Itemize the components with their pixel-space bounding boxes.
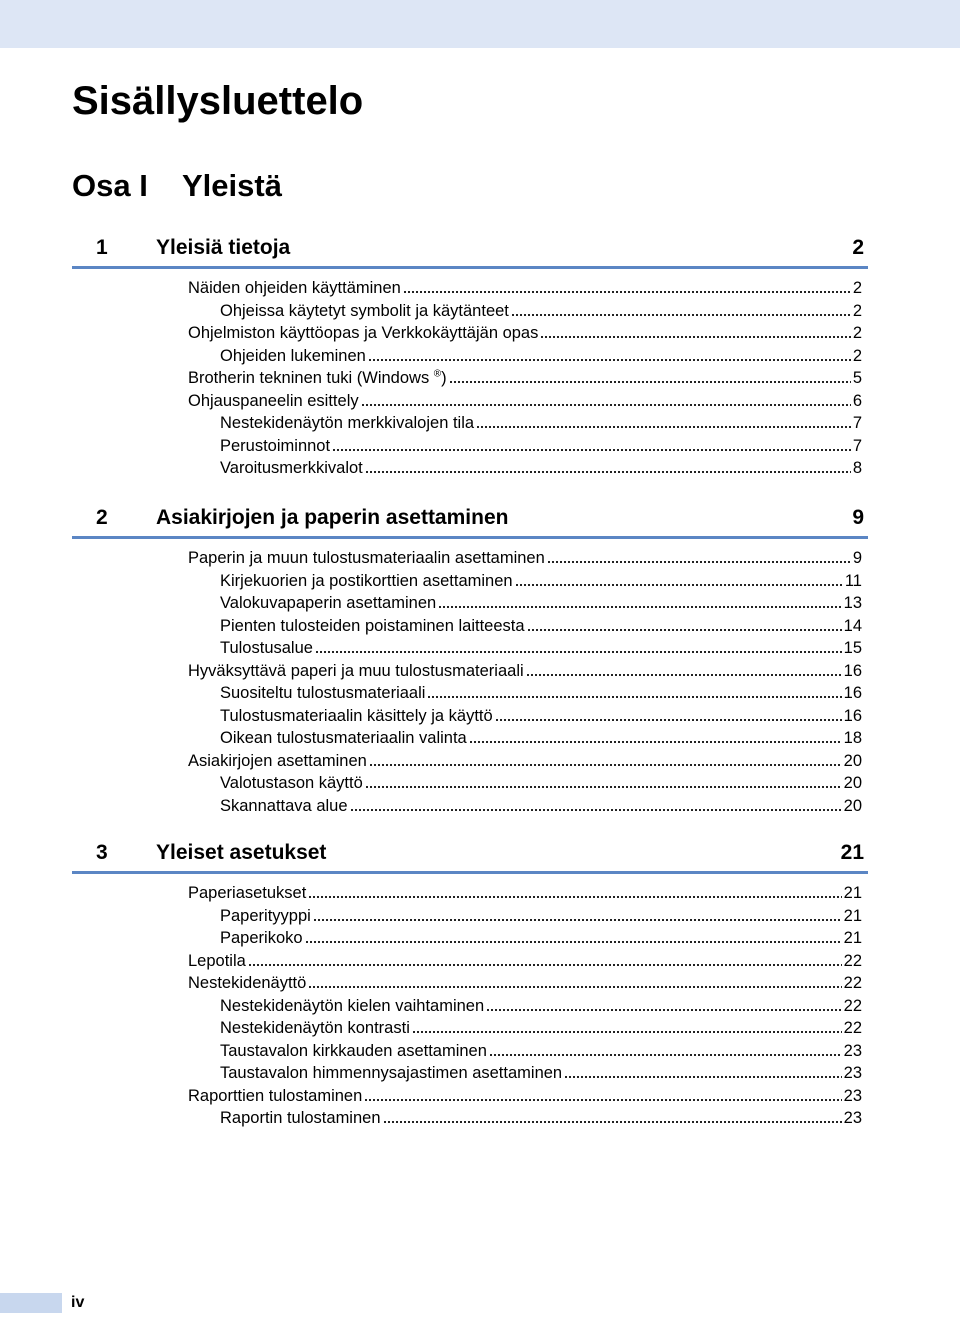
toc-entry[interactable] (188, 547, 862, 569)
dot-leader (365, 470, 851, 474)
dot-leader (547, 560, 851, 564)
toc-entry-page: 22 (843, 1019, 862, 1037)
toc-entry-page: 20 (843, 796, 862, 815)
toc-entry[interactable] (188, 972, 862, 994)
toc-entry-page: 23 (843, 1109, 862, 1127)
toc-entry-page: 13 (843, 594, 862, 612)
toc-entry[interactable] (220, 1040, 862, 1062)
chapter-heading[interactable] (72, 838, 868, 874)
toc-entry-page: 8 (852, 459, 862, 477)
toc-entry-label: Raporttien tulostaminen (188, 1086, 363, 1105)
toc-entry-label: Nestekidenäytön kontrasti (220, 1019, 410, 1037)
toc-entry-label: Paperityyppi (220, 906, 311, 925)
toc-entry[interactable] (220, 705, 862, 727)
dot-leader (486, 1008, 841, 1012)
part-title: Yleistä (182, 168, 282, 203)
toc-entry-label: Raportin tulostaminen (220, 1109, 381, 1127)
toc-entry[interactable] (220, 570, 862, 592)
toc-entry-page: 21 (843, 906, 862, 925)
toc-entry-label: Nestekidenäytön kielen vaihtaminen (220, 996, 485, 1015)
toc-entry[interactable] (188, 660, 862, 682)
toc-entry-page: 22 (843, 974, 862, 992)
toc-entry[interactable] (220, 300, 862, 322)
dot-leader (248, 963, 842, 967)
toc-entry[interactable] (220, 435, 862, 457)
dot-leader (412, 1030, 842, 1034)
chapter-page: 21 (840, 841, 864, 864)
toc-entry-label: Suositeltu tulostusmateriaali (220, 684, 426, 702)
toc-entry-page: 5 (852, 369, 862, 387)
dot-leader (313, 918, 842, 922)
toc-entry-page: 16 (843, 684, 862, 702)
registered-mark: ® (433, 368, 442, 380)
toc-entry[interactable] (220, 727, 862, 749)
toc-entry-page: 20 (843, 751, 862, 770)
chapter-title: Yleisiä tietoja (156, 236, 291, 259)
dot-leader (564, 1075, 842, 1079)
toc-entry-page: 23 (843, 1041, 862, 1060)
toc-entry-page: 15 (843, 639, 862, 657)
toc-entry-page: 16 (843, 706, 862, 725)
dot-leader (308, 985, 841, 989)
toc-entry-label: Lepotila (188, 951, 246, 970)
toc-entry[interactable] (220, 682, 862, 704)
toc-entry-page: 7 (852, 436, 862, 455)
toc-entry[interactable] (188, 950, 862, 972)
dot-leader (332, 448, 851, 452)
toc-entry[interactable] (220, 995, 862, 1017)
dot-leader (476, 425, 851, 429)
toc-entry-page: 21 (843, 884, 862, 902)
toc-entry-label: Tulostusmateriaalin käsittely ja käyttö (220, 706, 493, 725)
toc-entry-label: Paperikoko (220, 929, 303, 947)
toc-entry[interactable] (220, 615, 862, 637)
toc-entry[interactable] (220, 1107, 862, 1129)
toc-entry-page: 6 (852, 391, 862, 410)
toc-entry[interactable] (188, 750, 862, 772)
toc-entry[interactable] (220, 412, 862, 434)
toc-entry-label: Tulostusalue (220, 639, 313, 657)
toc-entry[interactable] (220, 927, 862, 949)
chapter-title: Asiakirjojen ja paperin asettaminen (156, 506, 509, 529)
chapter-heading[interactable] (72, 503, 868, 539)
toc-entry[interactable] (188, 1085, 862, 1107)
toc-entry-page: 20 (843, 774, 862, 792)
dot-leader (469, 740, 842, 744)
footer-page-number: iv (71, 1294, 85, 1311)
toc-entry[interactable] (220, 1017, 862, 1039)
toc-entry-page: 21 (843, 929, 862, 947)
toc-entry[interactable] (188, 277, 862, 299)
toc-entry[interactable] (220, 905, 862, 927)
toc-entry-label: Kirjekuorien ja postikorttien asettaminen (220, 571, 513, 590)
toc-entry[interactable] (188, 322, 862, 344)
page-title: Sisällysluettelo (72, 79, 364, 123)
toc-entry-page: 18 (843, 729, 862, 747)
dot-leader (403, 290, 851, 294)
toc-entry[interactable] (220, 1062, 862, 1084)
toc-entry[interactable] (220, 345, 862, 367)
toc-entry-label: Taustavalon kirkkauden asettaminen (220, 1041, 487, 1060)
toc-entry-label: Näiden ohjeiden käyttäminen (188, 279, 401, 297)
dot-leader (449, 380, 851, 384)
dot-leader (365, 785, 842, 789)
dot-leader (540, 335, 850, 339)
chapter-number: 2 (96, 506, 108, 529)
toc-entry[interactable] (188, 882, 862, 904)
toc-entry-label: Brotherin tekninen tuki (Windows ®) (188, 368, 447, 387)
toc-entry-label: Nestekidenäyttö (188, 974, 307, 992)
toc-entry-label: Paperiasetukset (188, 884, 307, 902)
toc-entry[interactable] (220, 772, 862, 794)
toc-entry[interactable] (188, 367, 862, 389)
toc-entry-page: 2 (852, 301, 862, 320)
part-label: Osa I (72, 168, 148, 203)
toc-entry-page: 2 (852, 324, 862, 342)
dot-leader (308, 895, 841, 899)
dot-leader (489, 1053, 842, 1057)
part-heading (72, 166, 572, 206)
dot-leader (315, 650, 842, 654)
toc-entry-label: Perustoiminnot (220, 436, 331, 455)
dot-leader (383, 1120, 842, 1124)
toc-entry-label: Pienten tulosteiden poistaminen laitteesta (220, 616, 525, 635)
toc-entry-page: 2 (852, 346, 862, 365)
top-band (0, 0, 960, 48)
toc-entry-page: 11 (844, 571, 862, 590)
toc-entry-label: Ohjeissa käytetyt symbolit ja käytänteet (220, 301, 509, 320)
toc-entry[interactable] (188, 390, 862, 412)
chapter-page: 2 (852, 236, 864, 259)
toc-entry[interactable] (220, 795, 862, 817)
dot-leader (364, 1098, 841, 1102)
toc-entry-page: 9 (852, 549, 862, 567)
toc-entry[interactable] (220, 592, 862, 614)
dot-leader (350, 808, 842, 812)
dot-leader (369, 763, 842, 767)
dot-leader (427, 695, 841, 699)
toc-entry-page: 23 (843, 1086, 862, 1105)
dot-leader (526, 673, 842, 677)
dot-leader (361, 403, 851, 407)
toc-entry[interactable] (220, 457, 862, 479)
toc-entry-label: Ohjelmiston käyttöopas ja Verkkokäyttäjän opas (188, 324, 539, 342)
chapter-number: 1 (96, 236, 108, 259)
toc-entry-label: Paperin ja muun tulostusmateriaalin asettaminen (188, 549, 545, 567)
chapter-page: 9 (852, 506, 864, 529)
toc-entry-page: 23 (843, 1064, 862, 1082)
chapter-heading[interactable] (72, 233, 868, 269)
toc-entry-label: Ohjeiden lukeminen (220, 346, 366, 365)
toc-entry-label: Varoitusmerkkivalot (220, 459, 363, 477)
toc-entry-label: Valotustason käyttö (220, 774, 363, 792)
dot-leader (368, 358, 851, 362)
toc-entry-page: 16 (843, 661, 862, 680)
toc-entry-label: Ohjauspaneelin esittely (188, 391, 359, 410)
toc-entry-page: 22 (843, 951, 862, 970)
toc-entry-label: Nestekidenäytön merkkivalojen tila (220, 414, 475, 432)
dot-leader (438, 605, 841, 609)
dot-leader (515, 583, 843, 587)
toc-entry-page: 22 (843, 996, 862, 1015)
toc-entry-label: Oikean tulostusmateriaalin valinta (220, 729, 467, 747)
toc-entry-page: 7 (852, 414, 862, 432)
dot-leader (511, 313, 851, 317)
toc-entry-page: 2 (852, 279, 862, 297)
toc-entry-label: Taustavalon himmennysajastimen asettaminen (220, 1064, 563, 1082)
chapter-title: Yleiset asetukset (156, 841, 327, 864)
dot-leader (495, 718, 842, 722)
toc-entry-page: 14 (843, 616, 862, 635)
toc-entry[interactable] (220, 637, 862, 659)
toc-entry-label: Skannattava alue (220, 796, 348, 815)
dot-leader (527, 628, 842, 632)
toc-entry-label: Hyväksyttävä paperi ja muu tulostusmateriaali (188, 661, 524, 680)
footer-bar (0, 1293, 62, 1313)
chapter-number: 3 (96, 841, 108, 864)
dot-leader (305, 940, 842, 944)
toc-entry-label: Valokuvapaperin asettaminen (220, 594, 437, 612)
toc-entry-label: Asiakirjojen asettaminen (188, 751, 367, 770)
